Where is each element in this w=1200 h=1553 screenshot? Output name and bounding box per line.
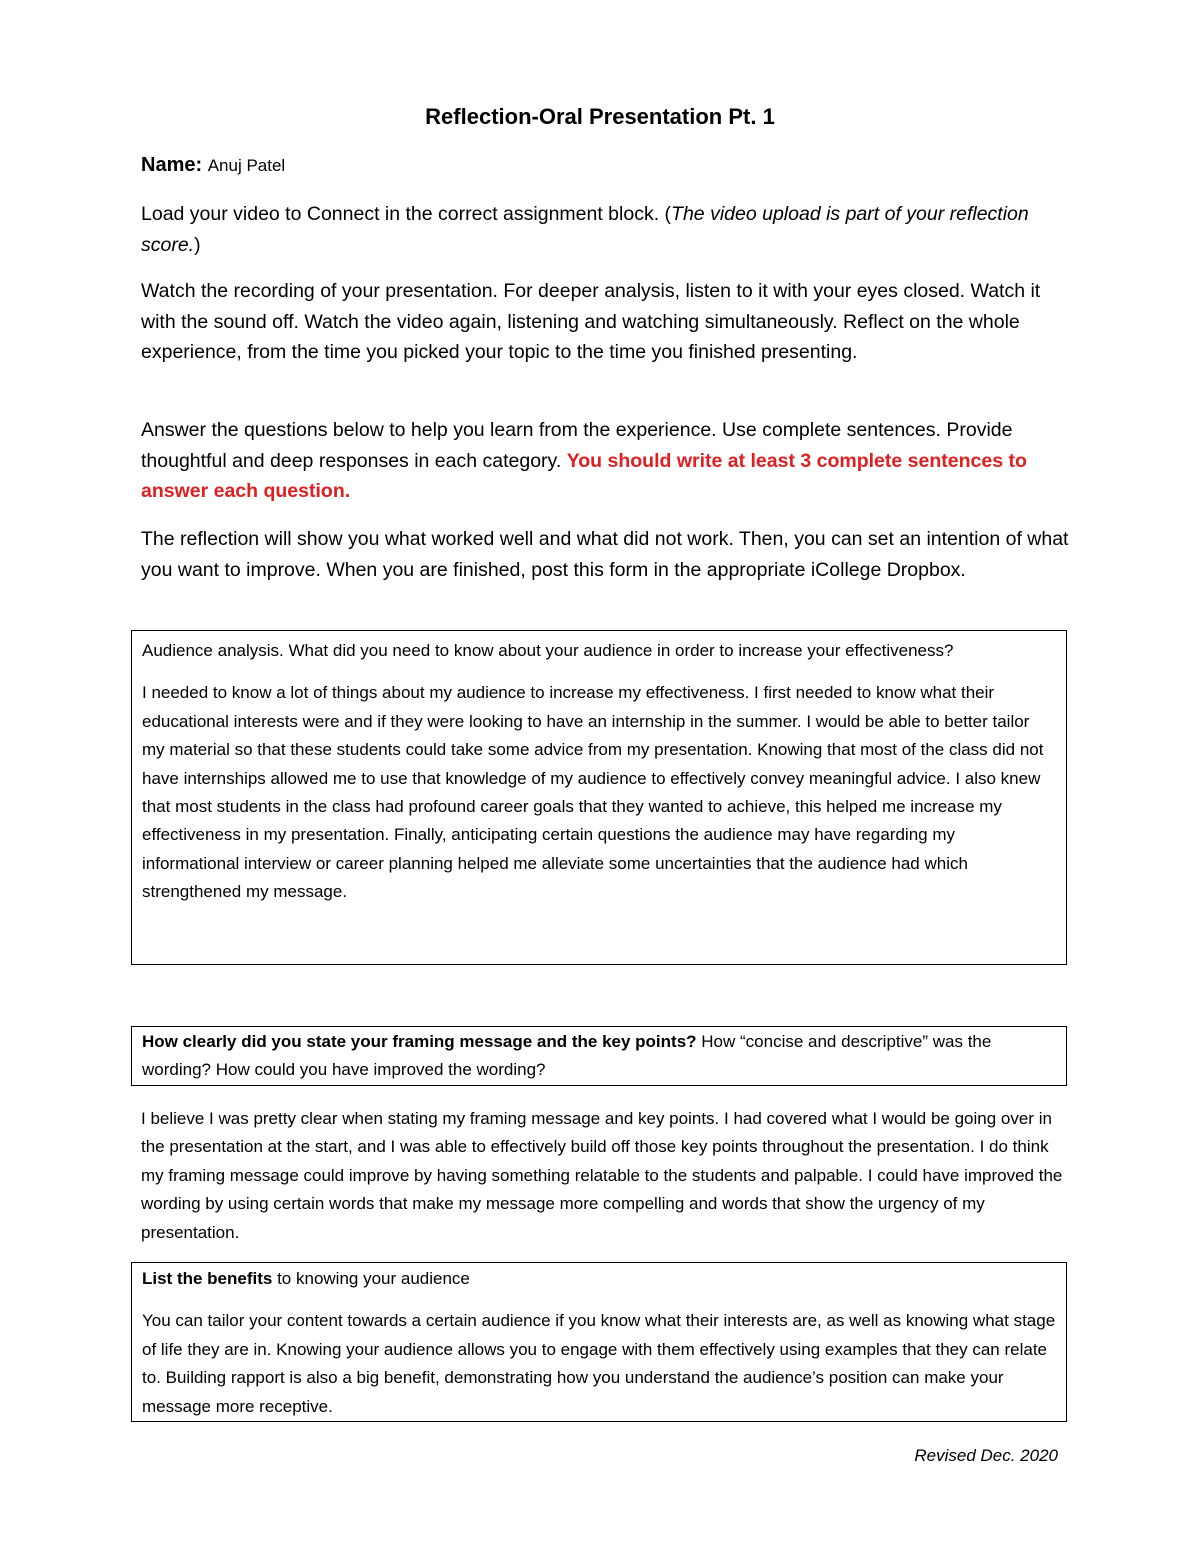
answer-instructions: Answer the questions below to help you learn from the experience. Use complete sentences. Provide thoughtful and deep responses in each category. xyxy=(141,419,1013,472)
intro-paragraph-answer xyxy=(141,415,1071,507)
answer-audience-analysis: I needed to know a lot of things about my audience to increase my effectiveness. I first needed to know what their educational interests were and if they were looking to have an internship in the summer. I would be able to better tailor my material so that these students could take some advice from my presentation. Knowing that most of the class did not have internships allowed me to use that knowledge of my audience to effectively convey meaningful advice. I also knew that most students in the class had profound career goals that they wanted to achieve, this helped me increase my effectiveness in my presentation. Finally, anticipating certain questions the audience may have regarding my informational interview or career planning helped me alleviate some uncertainties that the audience had which strengthened my message. xyxy=(142,683,1044,902)
question-benefits xyxy=(142,1265,1056,1293)
question-framing-bold: How clearly did you state your framing message and the key points? xyxy=(142,1032,697,1051)
question-box-benefits xyxy=(131,1262,1067,1422)
question-audience-analysis: Audience analysis. What did you need to know about your audience in order to increase your effectiveness? xyxy=(142,641,954,660)
answer-framing-message: I believe I was pretty clear when stating my framing message and key points. I had covered what I would be going over in the presentation at the start, and I was able to effectively build off those key points throughout the presentation. I do think my framing message could improve by having something relatable to the students and palpable. I could have improved the wording by using certain words that make my message more compelling and words that show the urgency of my presentation. xyxy=(141,1109,1063,1242)
name-value: Anuj Patel xyxy=(207,156,286,175)
upload-text: Load your video to Connect in the correct assignment block. ( xyxy=(141,203,672,225)
question-benefits-bold: List the benefits xyxy=(142,1269,273,1288)
question-framing-message xyxy=(142,1028,1056,1085)
question-framing-rest: How “concise and descriptive” was the wording? How could you have improved the wording? xyxy=(142,1032,992,1080)
requirement-highlight: You should write at least 3 complete sentences to answer each question. xyxy=(141,449,1027,502)
intro-paragraph-watch: Watch the recording of your presentation. For deeper analysis, listen to it with your eyes closed. Watch it with the sound off. Watch the video again, listening and watching simultaneously. Reflect on the whole experience, from the time you picked your topic to the time you finished presenting. xyxy=(141,280,1041,363)
upload-close: ) xyxy=(194,233,201,256)
question-benefits-rest: to knowing your audience xyxy=(272,1269,470,1288)
page-title: Reflection-Oral Presentation Pt. 1 xyxy=(425,104,775,129)
revision-note: Revised Dec. 2020 xyxy=(914,1446,1058,1465)
answer-benefits: You can tailor your content towards a certain audience if you know what their interests are, as well as knowing what stage of life they are in. Knowing your audience allows you to engage with them effectively using examples that they can relate to. Building rapport is also a big benefit, demonstrating how you understand the audience’s position can make your message more receptive. xyxy=(142,1311,1056,1416)
name-label: Name: xyxy=(141,154,203,176)
name-line xyxy=(141,154,285,177)
upload-note: The video upload is part of your reflection score. xyxy=(141,203,1029,256)
intro-paragraph-reflection: The reflection will show you what worked well and what did not work. Then, you can set an intention of what you want to improve. When you are finished, post this form in the appropriate iCollege Dropbox. xyxy=(141,528,1069,581)
question-box-audience-analysis xyxy=(131,630,1067,965)
intro-paragraph-upload xyxy=(141,199,1071,260)
question-box-framing-message xyxy=(131,1026,1067,1086)
